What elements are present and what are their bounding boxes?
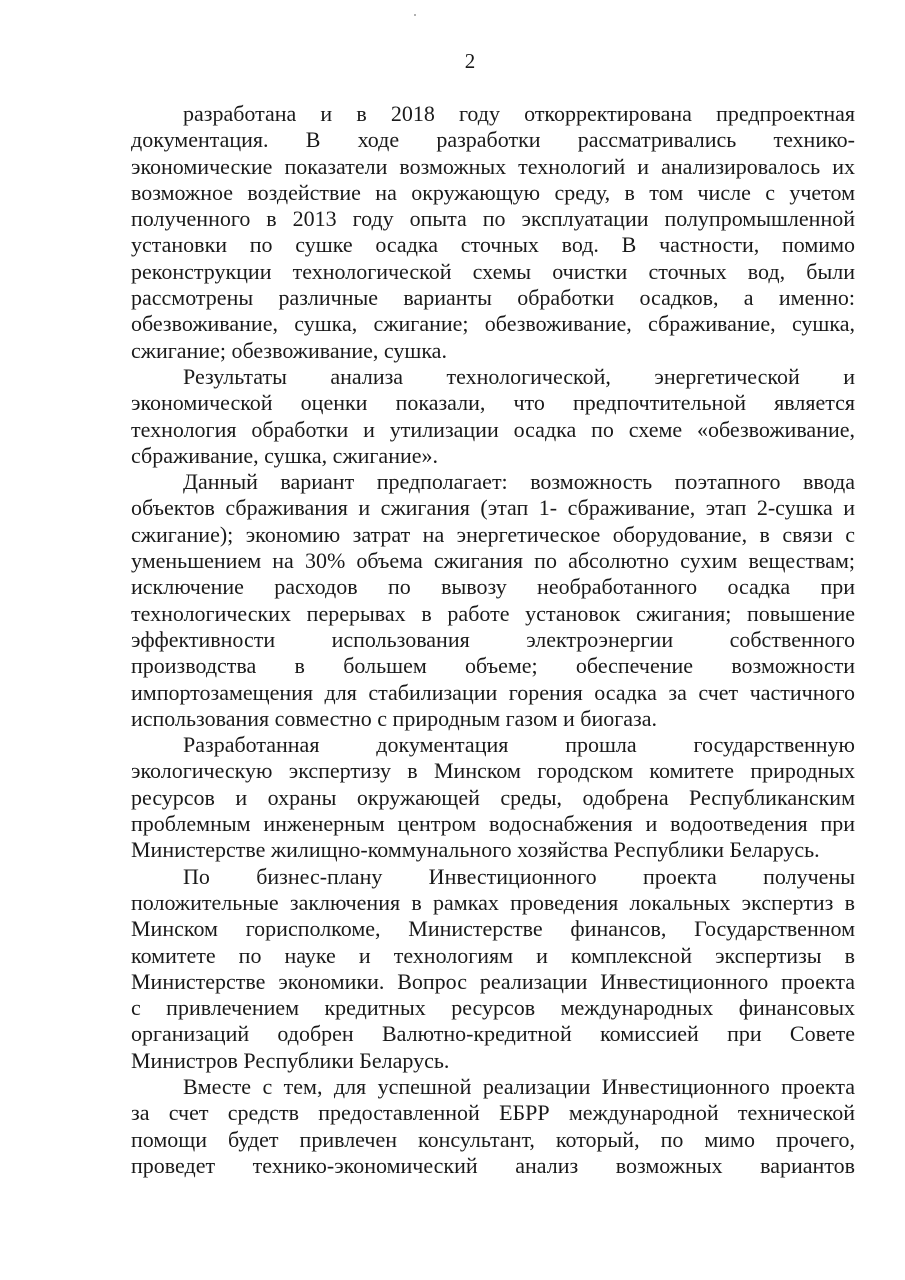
paragraph <box>131 101 855 364</box>
text-line: исключение расходов по вывозу необработанного осадка при <box>131 574 855 600</box>
text-line: Министерстве экономики. Вопрос реализации Инвестиционного проекта <box>131 968 855 994</box>
text-line: сжигание; обезвоживание, сушка. <box>131 337 447 363</box>
text-line: экономической оценки показали, что предпочтительной является <box>131 390 855 416</box>
text-line: Минском горисполкоме, Министерстве финансов, Государственном <box>131 916 855 942</box>
text-line: Разработанная документация прошла государственную <box>183 732 855 758</box>
text-line: проблемным инженерным центром водоснабжения и водоотведения при <box>131 811 855 837</box>
page-number: 2 <box>464 49 476 73</box>
paragraph <box>131 1074 855 1179</box>
text-line: с привлечением кредитных ресурсов международных финансовых <box>131 995 855 1021</box>
paragraph <box>131 864 855 1074</box>
text-line: Министров Республики Беларусь. <box>131 1047 450 1073</box>
text-line: Результаты анализа технологической, энергетической и <box>183 363 855 389</box>
text-line: экологическую экспертизу в Минском городском комитете природных <box>131 758 855 784</box>
text-line: ресурсов и охраны окружающей среды, одобрена Республиканским <box>131 784 855 810</box>
text-line: использования совместно с природным газом и биогаза. <box>131 705 657 731</box>
text-line: обезвоживание, сушка, сжигание; обезвоживание, сбраживание, сушка, <box>131 311 855 337</box>
text-line: документация. В ходе разработки рассматривались технико- <box>131 127 855 153</box>
text-line: технологических перерывах в работе установок сжигания; повышение <box>131 600 855 626</box>
text-line: положительные заключения в рамках проведения локальных экспертиз в <box>131 889 855 915</box>
text-line: Вместе с тем, для успешной реализации Инвестиционного проекта <box>183 1073 855 1099</box>
text-line: организаций одобрен Валютно-кредитной комиссией при Совете <box>131 1021 855 1047</box>
text-line: Министерстве жилищно-коммунального хозяйства Республики Беларусь. <box>131 837 820 863</box>
text-line: разработана и в 2018 году откорректирована предпроектная <box>183 101 855 126</box>
text-line: производства в большем объеме; обеспечение возможности <box>131 653 855 679</box>
text-line: возможное воздействие на окружающую среду, в том числе с учетом <box>131 179 855 205</box>
text-line: за счет средств предоставленной ЕБРР международной технической <box>131 1100 855 1126</box>
text-line: экономические показатели возможных технологий и анализировалось их <box>131 153 855 179</box>
paragraph <box>131 469 855 732</box>
text-line: технология обработки и утилизации осадка по схеме «обезвоживание, <box>131 416 855 442</box>
text-line: импортозамещения для стабилизации горения осадка за счет частичного <box>131 679 855 705</box>
paragraph <box>131 364 855 469</box>
text-line: эффективности использования электроэнергии собственного <box>131 626 855 652</box>
text-line: полученного в 2013 году опыта по эксплуатации полупромышленной <box>131 206 855 232</box>
text-line: проведет технико-экономический анализ возможных вариантов <box>131 1152 855 1178</box>
text-line: реконструкции технологической схемы очистки сточных вод, были <box>131 258 855 284</box>
text-line: установки по сушке осадка сточных вод. В частности, помимо <box>131 232 855 258</box>
text-line: По бизнес-плану Инвестиционного проекта получены <box>183 863 855 889</box>
text-line: рассмотрены различные варианты обработки осадков, а именно: <box>131 285 855 311</box>
text-line: комитете по науке и технологиям и комплексной экспертизы в <box>131 942 855 968</box>
text-line: объектов сбраживания и сжигания (этап 1- сбраживание, этап 2-сушка и <box>131 495 855 521</box>
document-body <box>131 101 855 1179</box>
text-line: сжигание); экономию затрат на энергетическое оборудование, в связи с <box>131 521 855 547</box>
text-line: уменьшением на 30% объема сжигания по абсолютно сухим веществам; <box>131 548 855 574</box>
scan-artifact-dot <box>414 14 416 16</box>
text-line: сбраживание, сушка, сжигание». <box>131 442 439 468</box>
paragraph <box>131 732 855 863</box>
text-line: помощи будет привлечен консультант, который, по мимо прочего, <box>131 1126 855 1152</box>
text-line: Данный вариант предполагает: возможность поэтапного ввода <box>183 469 855 495</box>
